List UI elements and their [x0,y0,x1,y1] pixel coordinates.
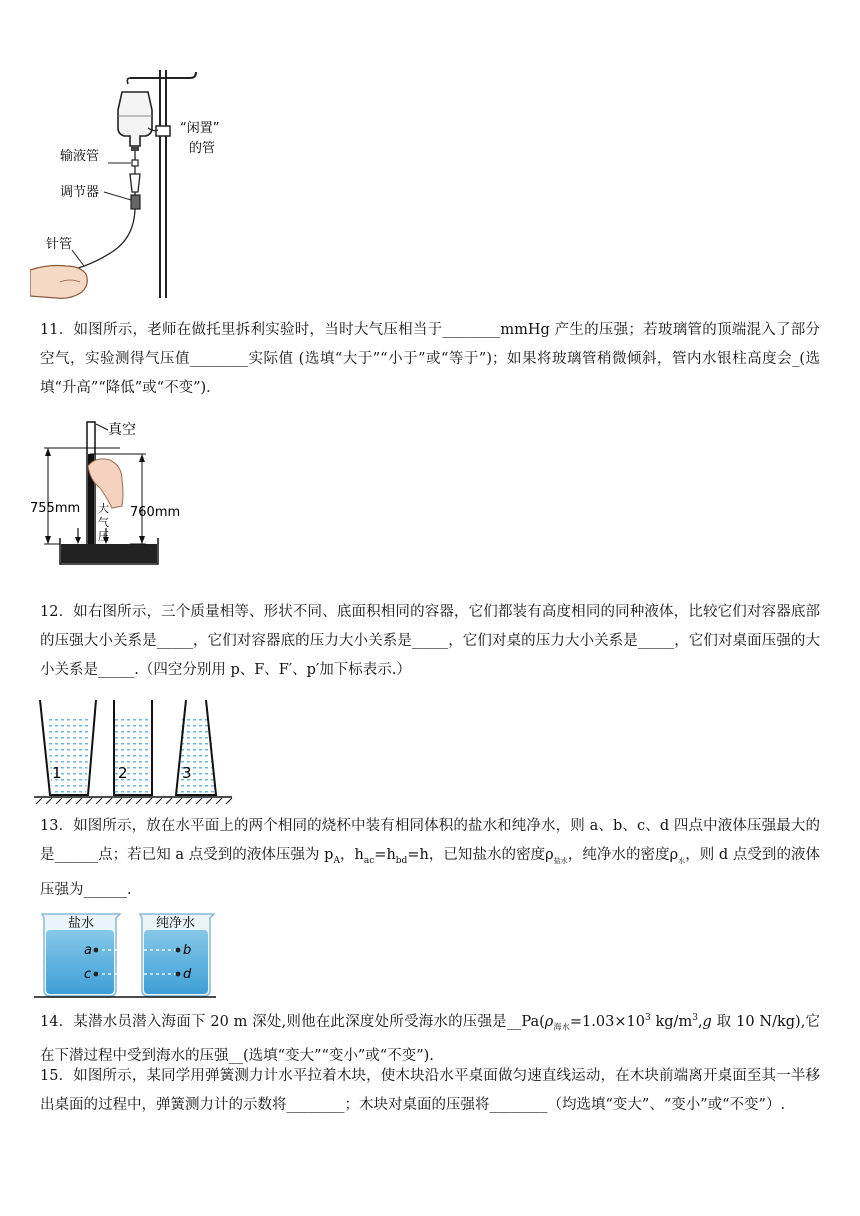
torricelli-drawing [30,416,190,566]
needle-label: 针管 [46,237,73,252]
pure-water-label: 纯净水 [156,916,196,931]
question-14-text-a: 14．某潜水员潜入海面下 20 m 深处,则他在此深度处所受海水的压强是__Pa( [40,1013,545,1030]
container-1-label: 1 [52,764,62,782]
question-13-text-f: ，则 d 点受到的液体压强为______. [40,847,821,898]
sup-3: 3 [644,1013,651,1023]
container-3-label: 3 [182,764,192,782]
point-b-label: b [183,943,192,958]
question-13-text-a: 13．如图所示，放在水平面上的两个相同的烧杯中装有相同体积的盐水和纯净水，则 a、b、c、d 四点中液体压强最大的是______点；若已知 a 点受到的液体压强为 p [40,818,820,863]
idle-tube-label-1: “闲置” [180,121,220,136]
sub-sea: 海水 [553,1022,570,1032]
rho-symbol: ρ [544,1013,554,1030]
question-15-text: 15．如图所示，某同学用弹簧测力计水平拉着木块，使木块沿水平桌面做匀速直线运动，在木块前端离开桌面至其一半移出桌面的过程中，弹簧测力计的示数将________；木块对桌面的压强将________（均选填“变大”、“变小”或“不变”）. [40,1068,820,1113]
beakers-drawing [30,906,220,1000]
question-11 [40,316,820,403]
question-13-text-c: =h [374,847,396,863]
question-12 [40,598,820,685]
atm-label-2: 气 [98,516,109,529]
sub-A: A [333,855,340,866]
container-2-label: 2 [118,764,128,782]
sub-bd: bd [395,855,408,866]
iv-drip-drawing [30,70,270,305]
question-15 [40,1062,820,1120]
question-13-text-b: ，h [339,847,364,863]
question-13 [40,812,820,905]
torricelli-figure [30,416,190,566]
sub-salt: 盐水 [553,856,568,865]
regulator-label: 调节器 [60,185,100,200]
question-12-text: 12．如右图所示，三个质量相等、形状不同、底面积相同的容器，它们都装有高度相同的同种液体，比较它们对容器底部的压强大小关系是_____，它们对容器底的压力大小关系是_____，它们对桌的压力大小关系是_____，它们对桌面压强的大小关系是_____.（四空分别用 p、F、F′、p′加下标表示.） [40,604,820,678]
atm-label-3: 压 [98,530,109,543]
question-13-text-e: ，纯净水的密度ρ [567,847,679,863]
left-height-label: 755mm [30,501,81,516]
question-14 [40,1004,820,1071]
point-d-label: d [183,967,192,982]
atm-label-1: 大 [98,502,109,515]
g-symbol: g [702,1013,712,1030]
question-13-text-d: =h，已知盐水的密度ρ [407,847,554,863]
sub-water: 水 [678,856,686,865]
beakers-figure [30,906,220,1000]
question-14-text-c: kg/m [650,1013,693,1030]
point-a-label: a [84,943,92,958]
idle-tube-label-2: 的管 [189,141,216,156]
salt-water-label: 盐水 [68,916,95,931]
iv-drip-figure [30,70,270,305]
containers-figure [30,694,240,804]
point-c-label: c [84,967,92,982]
right-height-label: 760mm [130,505,181,520]
question-14-text-e: 取 10 N/kg),它在下潜过程中受到海水的压强__(选填“变大”“变小”或“不变”). [40,1013,821,1064]
question-14-text-b: =1.03×10 [569,1013,645,1030]
sup-3b: 3 [692,1013,698,1023]
sub-ac: ac [363,855,375,866]
question-14-text-d: , [697,1013,703,1030]
question-11-text: 11．如图所示，老师在做托里拆利实验时，当时大气压相当于________mmHg 产生的压强；若玻璃管的顶端混入了部分空气，实验测得气压值________实际值 (选填“大于”“小于”或“等于”)；如果将玻璃管稍微倾斜，管内水银柱高度会_(选填“升高”“降低”或“不变”)． [40,322,820,396]
vacuum-label: 真空 [108,422,136,438]
containers-drawing [30,694,240,804]
infusion-tube-label: 输液管 [60,149,100,164]
